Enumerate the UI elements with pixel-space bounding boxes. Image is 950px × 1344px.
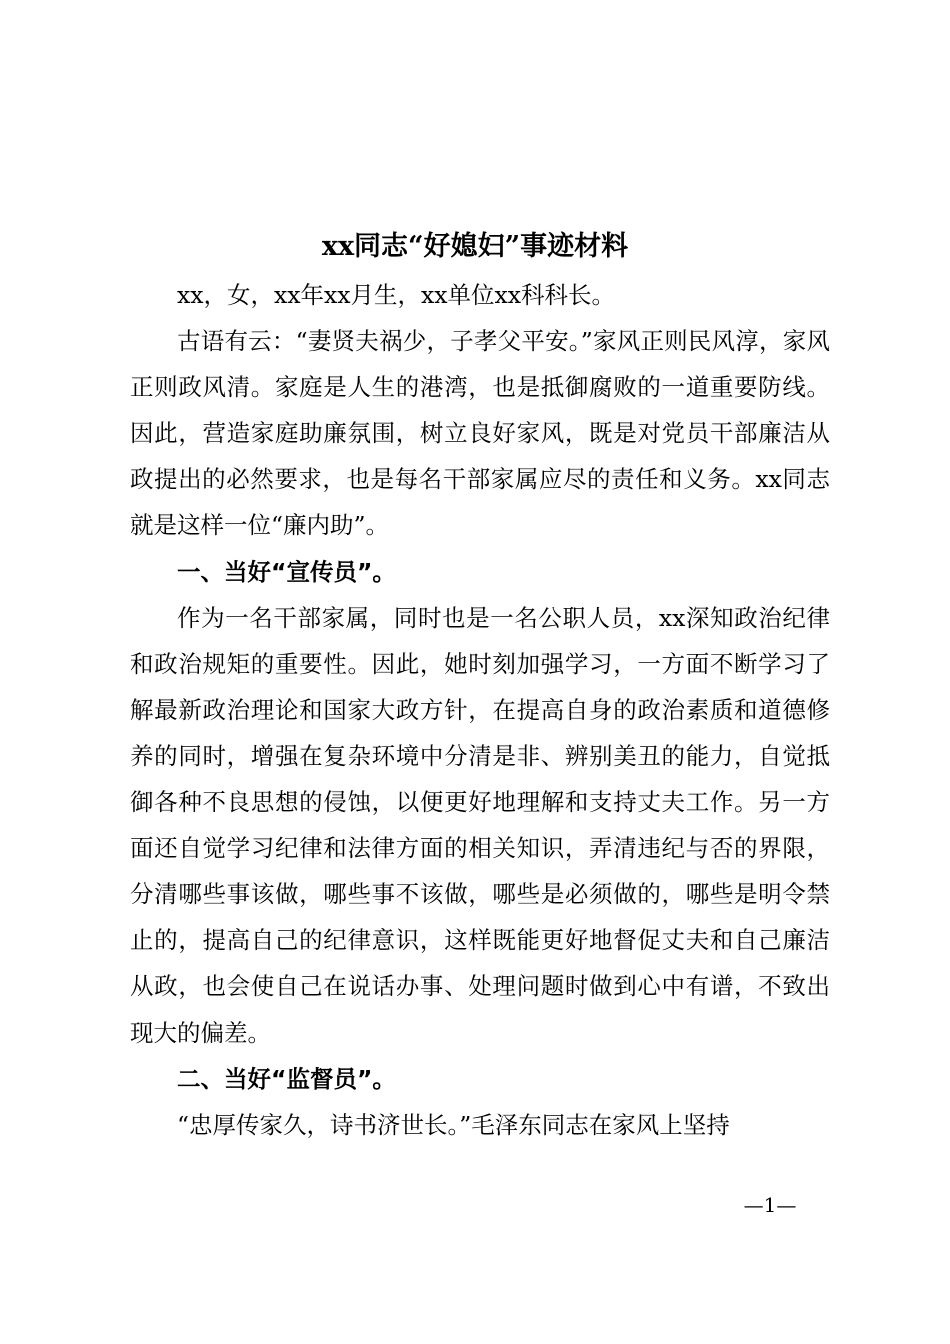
body-paragraph: 作为一名干部家属，同时也是一名公职人员，xx深知政治纪律和政治规矩的重要性。因此，她时刻加强学习，一方面不断学习了解最新政治理论和国家大政方针，在提高自身的政治素质和道德修养的同时，增强在复杂环境中分清是非、辨别美丑的能力，自觉抵御各种不良思想的侵蚀，以便更好地理解和支持丈夫工作。另一方面还自觉学习纪律和法律方面的相关知识，弄清违纪与否的界限，分清哪些事该做，哪些事不该做，哪些是必须做的，哪些是明令禁止的，提高自己的纪律意识，这样既能更好地督促丈夫和自己廉洁从政，也会使自己在说话办事、处理问题时做到心中有谱，不致出现大的偏差。 xyxy=(130,603,830,1047)
body-paragraph: 古语有云：“妻贤夫祸少，子孝父平安。”家风正则民风淳，家风正则政风清。家庭是人生的港湾，也是抵御腐败的一道重要防线。因此，营造家庭助廉氛围，树立良好家风，既是对党员干部廉洁从政提出的必然要求，也是每名干部家属应尽的责任和义务。xx同志就是这样一位“廉内助”。 xyxy=(130,327,830,540)
section-heading-1: 一、当好“宣传员”。 xyxy=(177,557,396,586)
document-body xyxy=(130,272,830,1148)
intro-paragraph: xx，女，xx年xx月生，xx单位xx科科长。 xyxy=(177,281,616,309)
body-paragraph: “忠厚传家久，诗书济世长。”毛泽东同志在家风上坚持 xyxy=(177,1110,730,1139)
section-heading-2: 二、当好“监督员”。 xyxy=(177,1064,396,1093)
document-title: xx同志“好媳妇”事迹材料 xyxy=(321,231,629,262)
page-number: —1— xyxy=(743,1193,797,1217)
